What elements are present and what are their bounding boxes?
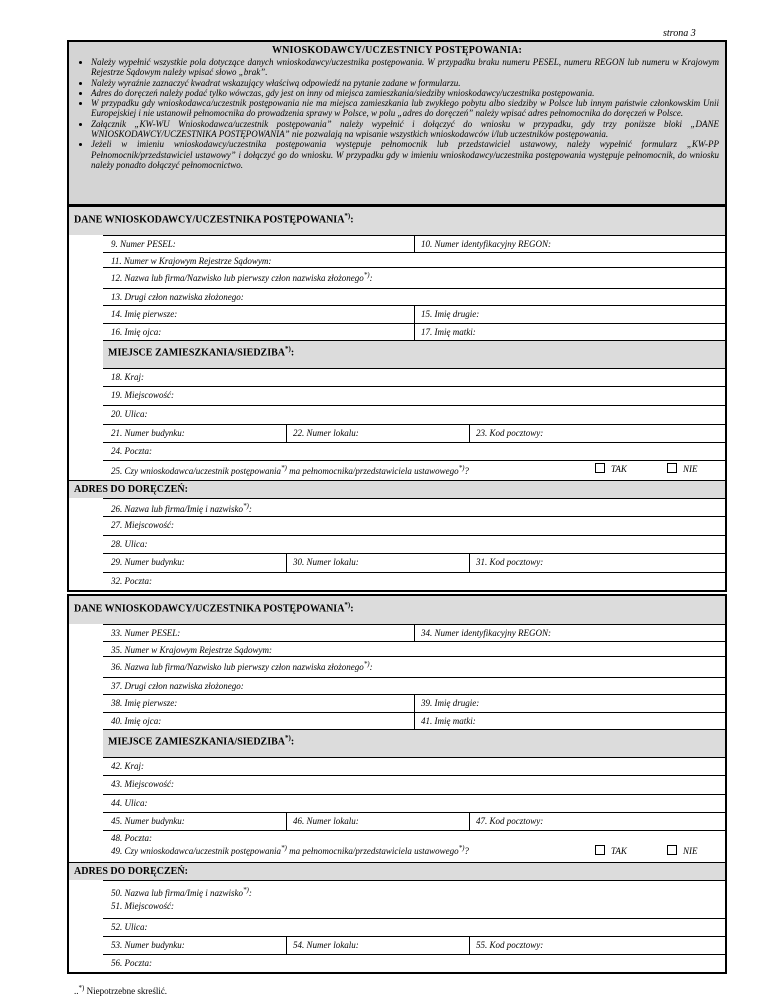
postal-code-field[interactable]: 47. Kod pocztowy: (476, 816, 544, 826)
divider (414, 625, 415, 641)
delivery-name-field[interactable]: 26. Nazwa lub firma/Imię i nazwisko*): (111, 502, 252, 514)
field-row (103, 368, 725, 386)
instruction-item: • Należy wyraźnie zaznaczyć kwadrat wskazujący właściwą odpowiedź na pytanie zadane w formularzu. (91, 78, 719, 88)
nie-checkbox[interactable]: NIE (667, 463, 698, 474)
delivery-post-office-field[interactable]: 32. Poczta: (111, 576, 152, 586)
instructions-block (67, 40, 727, 206)
name-field[interactable]: 36. Nazwa lub firma/Nazwisko lub pierwszy człon nazwiska złożonego*): (111, 660, 373, 672)
divider (286, 937, 287, 954)
section-header: DANE WNIOSKODAWCY/UCZESTNIKA POSTĘPOWANIA*): (74, 601, 354, 615)
delivery-building-number-field[interactable]: 29. Numer budynku: (111, 557, 185, 567)
tak-checkbox[interactable]: TAK (595, 463, 627, 474)
field-row (103, 757, 725, 775)
field-row (103, 830, 725, 844)
representative-question: 25. Czy wnioskodawca/uczestnik postępowania*) ma pełnomocnika/przedstawiciela ustawowego*)? (111, 464, 469, 476)
field-row (103, 936, 725, 954)
page-number: strona 3 (663, 28, 696, 39)
subheader-row (103, 340, 725, 368)
representative-question: 49. Czy wnioskodawca/uczestnik postępowania*) ma pełnomocnika/przedstawiciela ustawowego*)? (111, 844, 469, 856)
post-office-field[interactable]: 48. Poczta: (111, 833, 152, 843)
divider (469, 425, 470, 442)
residence-header: MIEJSCE ZAMIESZKANIA/SIEDZIBA*): (108, 734, 295, 748)
divider (286, 425, 287, 442)
field-row (103, 900, 725, 918)
second-surname-field[interactable]: 37. Drugi człon nazwiska złożonego: (111, 681, 244, 691)
second-name-field[interactable]: 39. Imię drugie: (421, 698, 480, 708)
field-row (103, 460, 725, 480)
field-row (103, 812, 725, 830)
field-row (103, 323, 725, 340)
field-row (103, 424, 725, 442)
field-row (103, 553, 725, 572)
divider (469, 554, 470, 572)
section-header-row (69, 596, 725, 624)
krs-field[interactable]: 35. Numer w Krajowym Rejestrze Sądowym: (111, 645, 272, 655)
field-row (103, 844, 725, 862)
instruction-item: • Załącznik „KW-WU Wnioskodawca/uczestnik postępowania” należy wypełnić i dołączyć do wniosku w przypadku, gdy trzy poniższe bloki „DANE WNIOSKODAWCY/UCZESTNIKA POSTĘPOWANIA” nie pozwalają na wpisanie wszystkich wnioskodawców i/lub uczestników postępowania. (91, 119, 719, 140)
instruction-item: • Jeżeli w imieniu wnioskodawcy/uczestnika postępowania występuje pełnomocnik lub przedstawiciel ustawowy, należy wypełnić formularz „KW-PP Pełnomocnik/przedstawiciel ustawowy” i dołączyć go do wniosku. W przypadku gdy w imieniu wnioskodawcy/uczestnika postępowania występuje pełnomocnik, do wniosku należy ponadto dołączyć pełnomocnictwo. (91, 139, 719, 170)
field-row (103, 656, 725, 677)
mother-name-field[interactable]: 41. Imię matki: (421, 716, 476, 726)
field-row (103, 641, 725, 656)
delivery-postal-code-field[interactable]: 31. Kod pocztowy: (476, 557, 544, 567)
divider (414, 306, 415, 323)
field-row (103, 235, 725, 252)
street-field[interactable]: 20. Ulica: (111, 409, 148, 419)
field-row (103, 694, 725, 712)
divider (414, 324, 415, 340)
field-row (103, 305, 725, 323)
father-name-field[interactable]: 40. Imię ojca: (111, 716, 162, 726)
residence-header: MIEJSCE ZAMIESZKANIA/SIEDZIBA*): (108, 345, 295, 359)
field-row (103, 516, 725, 535)
second-surname-field[interactable]: 13. Drugi człon nazwiska złożonego: (111, 292, 244, 302)
name-field[interactable]: 12. Nazwa lub firma/Nazwisko lub pierwszy człon nazwiska złożonego*): (111, 271, 373, 283)
divider (469, 813, 470, 830)
subheader-row (103, 729, 725, 757)
divider (469, 937, 470, 954)
country-field[interactable]: 18. Kraj: (111, 372, 145, 382)
checkbox-icon (667, 845, 677, 855)
field-row (103, 386, 725, 405)
delivery-apartment-number-field[interactable]: 54. Numer lokalu: (293, 940, 359, 950)
pesel-field[interactable]: 9. Numer PESEL: (111, 239, 176, 249)
field-row (103, 442, 725, 460)
delivery-city-field[interactable]: 51. Miejscowość: (111, 901, 174, 911)
section-header-row (69, 207, 725, 235)
applicant-section-2 (67, 594, 727, 974)
instruction-item: • Adres do doręczeń należy podać tylko wówczas, gdy jest on inny od miejsca zamieszkania/siedziby wnioskodawcy/uczestnika postępowania. (91, 88, 719, 98)
building-number-field[interactable]: 45. Numer budynku: (111, 816, 185, 826)
second-name-field[interactable]: 15. Imię drugie: (421, 309, 480, 319)
field-row (103, 794, 725, 812)
tak-checkbox[interactable]: TAK (595, 845, 627, 856)
first-name-field[interactable]: 38. Imię pierwsze: (111, 698, 178, 708)
first-name-field[interactable]: 14. Imię pierwsze: (111, 309, 178, 319)
subheader-row (69, 862, 725, 880)
field-row (103, 405, 725, 424)
checkbox-icon (595, 845, 605, 855)
field-row (103, 498, 725, 516)
delivery-street-field[interactable]: 52. Ulica: (111, 922, 148, 932)
field-row (103, 572, 725, 590)
regon-field[interactable]: 34. Numer identyfikacyjny REGON: (421, 628, 551, 638)
instructions-list (69, 57, 725, 170)
city-field[interactable]: 19. Miejscowość: (111, 390, 174, 400)
building-number-field[interactable]: 21. Numer budynku: (111, 428, 185, 438)
field-row (103, 880, 725, 900)
instructions-title: WNIOSKODAWCY/UCZESTNICY POSTĘPOWANIA: (271, 45, 523, 56)
field-row (103, 624, 725, 641)
krs-field[interactable]: 11. Numer w Krajowym Rejestrze Sądowym: (111, 256, 272, 266)
pesel-field[interactable]: 33. Numer PESEL: (111, 628, 181, 638)
regon-field[interactable]: 10. Numer identyfikacyjny REGON: (421, 239, 551, 249)
delivery-postal-code-field[interactable]: 55. Kod pocztowy: (476, 940, 544, 950)
field-row (103, 288, 725, 305)
delivery-apartment-number-field[interactable]: 30. Numer lokalu: (293, 557, 359, 567)
field-row (103, 918, 725, 936)
field-row (103, 267, 725, 288)
divider (414, 236, 415, 252)
delivery-post-office-field[interactable]: 56. Poczta: (111, 958, 152, 968)
delivery-address-header: ADRES DO DORĘCZEŃ: (74, 484, 188, 495)
checkbox-icon (595, 463, 605, 473)
footnote: ..*) Niepotrzebne skreślić. (74, 984, 168, 996)
father-name-field[interactable]: 16. Imię ojca: (111, 327, 162, 337)
divider (286, 554, 287, 572)
city-field[interactable]: 43. Miejscowość: (111, 779, 174, 789)
divider (286, 813, 287, 830)
instruction-item: • W przypadku gdy wnioskodawca/uczestnik postępowania nie ma miejsca zamieszkania lub zwykłego pobytu albo siedziby w Polsce lub innym państwie członkowskim Unii Europejskiej i nie ustanowił pełnomocnika do prowadzenia sprawy w Polsce, w polu „adres do doręczeń” należy wpisać adres pełnomocnika do doręczeń w Polsce. (91, 98, 719, 119)
divider (414, 713, 415, 729)
street-field[interactable]: 44. Ulica: (111, 798, 148, 808)
field-row (103, 535, 725, 553)
applicant-section-1 (67, 205, 727, 592)
post-office-field[interactable]: 24. Poczta: (111, 446, 152, 456)
field-row (103, 252, 725, 267)
subheader-row (69, 480, 725, 498)
field-row (103, 775, 725, 794)
delivery-name-field[interactable]: 50. Nazwa lub firma/Imię i nazwisko*): (111, 886, 252, 898)
divider (414, 695, 415, 712)
section-header: DANE WNIOSKODAWCY/UCZESTNIKA POSTĘPOWANIA*): (74, 212, 354, 226)
delivery-city-field[interactable]: 27. Miejscowość: (111, 520, 174, 530)
field-row (103, 954, 725, 972)
delivery-address-header: ADRES DO DORĘCZEŃ: (74, 866, 188, 877)
delivery-building-number-field[interactable]: 53. Numer budynku: (111, 940, 185, 950)
instruction-item: • Należy wypełnić wszystkie pola dotyczące danych wnioskodawcy/uczestnika postępowania. W przypadku braku numeru PESEL, numeru REGON lub numeru w Krajowym Rejestrze Sądowym należy wpisać słowo „brak”. (91, 57, 719, 78)
field-row (103, 677, 725, 694)
apartment-number-field[interactable]: 22. Numer lokalu: (293, 428, 359, 438)
apartment-number-field[interactable]: 46. Numer lokalu: (293, 816, 359, 826)
postal-code-field[interactable]: 23. Kod pocztowy: (476, 428, 544, 438)
mother-name-field[interactable]: 17. Imię matki: (421, 327, 476, 337)
delivery-street-field[interactable]: 28. Ulica: (111, 539, 148, 549)
nie-checkbox[interactable]: NIE (667, 845, 698, 856)
checkbox-icon (667, 463, 677, 473)
field-row (103, 712, 725, 729)
country-field[interactable]: 42. Kraj: (111, 761, 145, 771)
